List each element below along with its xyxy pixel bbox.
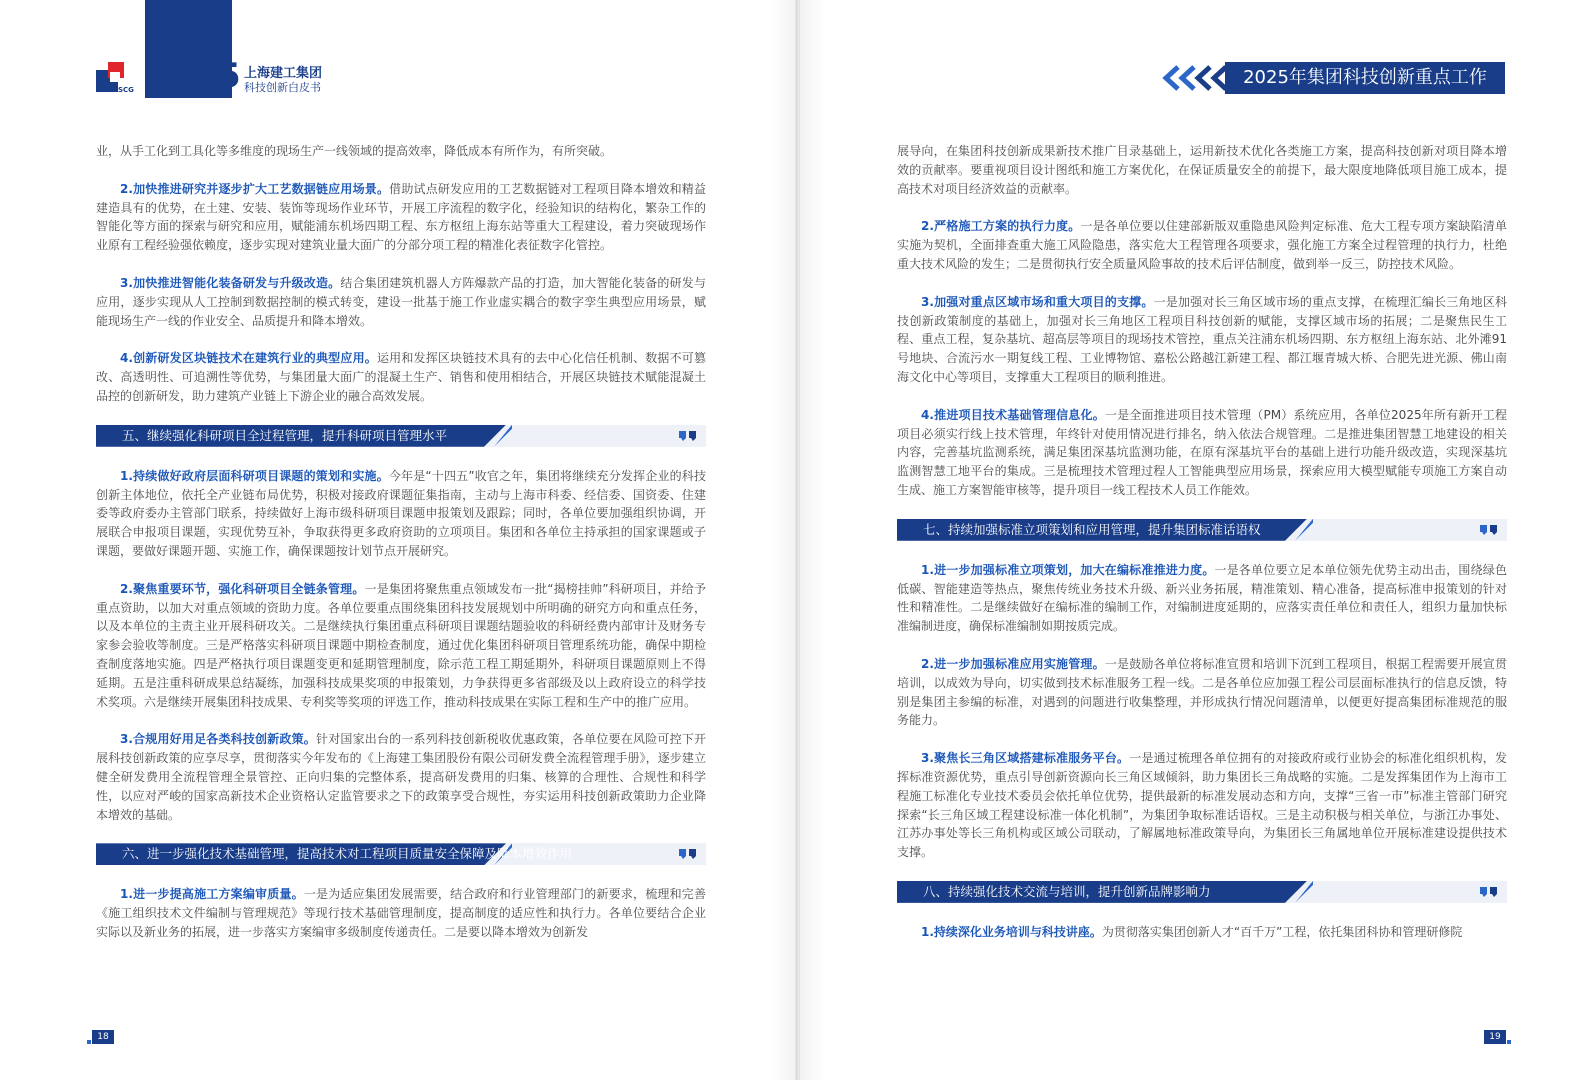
left-page-content — [96, 142, 706, 961]
paragraph — [897, 749, 1507, 862]
section-header-title: 2025年集团科技创新重点工作 — [1225, 62, 1505, 94]
paragraph — [897, 406, 1507, 500]
paragraph — [96, 885, 706, 941]
paragraph-heading: 2.进一步加强标准应用实施管理。 — [921, 656, 1105, 671]
paragraph-heading: 1.持续深化业务培训与科技讲座。 — [921, 924, 1102, 939]
paragraph-heading: 1.进一步提高施工方案编审质量。 — [120, 887, 304, 902]
page-number-right-mark — [1507, 1040, 1511, 1044]
paragraph — [96, 180, 706, 255]
paragraph-text: 一是集团将聚焦重点领域发布一批“揭榜挂帅”科研项目，并给予重点资助，以加大对重点领域的资助力度。各单位要重点围绕集团科技发展规划中所明确的研究方向和重点任务，以及本单位的主责主业开展科研攻关。二是继续执行集团重点科研项目课题结题验收的科研经费内部审计及财务专家参会验收等制度。三是严格落实科研项目课题中期检查制度，通过优化集团科研项目管理系统功能，确保中期检查制度落地实施。四是严格执行项目课题变更和延期管理制度，除示范工程工期延期外，科研项目课题原则上不得延期。五是注重科研成果总结凝练，加强科技成果奖项的申报策划，力争获得更多省部级及以上政府设立的科学技术奖项。六是继续开展集团科技成果、专利奖等奖项的评选工作，推动科技成果在实际工程和生产中的推广应用。 — [96, 581, 706, 709]
paragraph-text: 一是各单位要以住建部新版双重隐患风险判定标准、危大工程专项方案缺陷清单实施为契机，全面排查重大施工风险隐患，落实危大工程管理各项要求，强化施工方案全过程管理的执行力，杜绝重大技术风险的发生；二是贯彻执行安全质量风险事故的技术后评估制度，做到举一反三，防控技术风险。 — [897, 219, 1507, 271]
page-gutter-right — [796, 0, 826, 1080]
paragraph — [897, 923, 1507, 942]
logo-text: SCG — [118, 86, 134, 94]
brand-subtitle: 科技创新白皮书 — [244, 81, 321, 94]
paragraph-heading: 3.加强对重点区域市场和重大项目的支撑。 — [921, 294, 1154, 309]
book-spine — [795, 0, 797, 1080]
paragraph-text: 一是鼓励各单位将标准宣贯和培训下沉到工程项目，根据工程需要开展宣贯培训，以成效为导向，切实做到技术标准服务工程一线。二是各单位应加强工程公司层面标准执行的信息反馈，特别是集团主参编的标准，对遇到的问题进行收集整理，并形成执行情况问题清单，以便更好提高集团标准规范的服务能力。 — [897, 656, 1507, 728]
page-number-left-mark — [87, 1040, 91, 1044]
paragraph — [96, 580, 706, 712]
paragraph-text: 针对国家出台的一系列科技创新税收优惠政策，各单位要在风险可控下开展科技创新政策的应享尽享，贯彻落实今年发布的《上海建工集团股份有限公司研发费全流程管理手册》，逐步建立健全研发费用全流程管理全景管控、正向归集的完整体系，提高研发费用的归集、核算的合理性、合规性和科学性，以应对严峻的国家高新技术企业资格认定监管要求之下的政策享受合规性，夯实运用科技创新政策助力企业降本增效的基础。 — [96, 732, 706, 822]
paragraph-text: 一是全面推进项目技术管理（PM）系统应用，各单位2025年所有新开工程项目必须实行线上技术管理，年终针对使用情况进行排名，纳入依法合规管理。二是推进集团智慧工地建设的相关内容，完善基坑监测系统，满足集团深基坑监测功能，在原有深基坑平台的基础上进行功能升级改造，实现深基坑监测智慧工地平台的集成。三是梳理技术管理过程人工智能典型应用场景，探索应用大模型赋能专项施工方案自动生成、施工方案智能审核等，提升项目一线工程技术人员工作能效。 — [897, 407, 1507, 497]
paragraph — [96, 274, 706, 330]
paragraph — [897, 142, 1507, 198]
paragraph — [897, 655, 1507, 730]
paragraph-text: 借助试点研发应用的工艺数据链对工程项目降本增效和精益建造具有的优势，在土建、安装、装饰等现场作业环节，开展工序流程的数字化，经验知识的结构化，繁杂工作的智能化等方面的探索与研究和应用，赋能浦东机场四期工程、东方枢纽上海东站等重大工程建设，着力突破现场作业原有工程经验强依赖度，逐步实现对建筑业量大面广的分部分项工程的精准化表征数字化管控。 — [96, 181, 706, 253]
quote-icon — [678, 848, 698, 860]
paragraph-heading: 1.进一步加强标准立项策划，加大在编标准推进力度。 — [921, 562, 1215, 577]
paragraph — [96, 349, 706, 405]
brand-name: 上海建工集团 — [244, 66, 323, 81]
page-number-left: 18 — [92, 1030, 114, 1044]
paragraph-text: 一是为适应集团发展需要，结合政府和行业管理部门的新要求，梳理和完善《施工组织技术文件编制与管理规范》等现行技术基础管理制度，提高制度的适应性和执行力。各单位要结合企业实际以及新业务的拓展，进一步落实方案编审多级制度传递责任。二是要以降本增效为创新发 — [96, 887, 706, 939]
paragraph — [897, 217, 1507, 273]
section-banner — [96, 843, 706, 865]
paragraph-text: 一是各单位要立足本单位领先优势主动出击，围绕绿色低碳、智能建造等热点，聚焦传统业务技术升级、新兴业务拓展，精准策划、精心准备，提高标准申报策划的针对性和精准性。二是继续做好在编标准的编制工作，对编制进度延期的，应落实责任单位和责任人，组织力量加快标准编制进度，确保标准编制如期按质完成。 — [897, 562, 1507, 634]
paragraph-text: 运用和发挥区块链技术具有的去中心化信任机制、数据不可篡改、高透明性、可追溯性等优势，与集团量大面广的混凝土生产、销售和使用相结合，开展区块链技术赋能混凝土品控的创新研发，助力建筑产业链上下游企业的融合高效发展。 — [96, 351, 706, 403]
section-banner-title: 七、持续加强标准立项策划和应用管理，提升集团标准话语权 — [923, 521, 1261, 537]
paragraph-heading: 3.合规用好用足各类科技创新政策。 — [120, 732, 316, 747]
year-title: 2025 — [149, 56, 240, 96]
paragraph-text: 一是加强对长三角区域市场的重点支撑，在梳理汇编长三角地区科技创新政策制度的基础上，加强对长三角地区工程项目科技创新的赋能，支撑区域市场的拓展；二是聚焦民生工程、重点工程，复杂基坑、超高层等项目的现场技术管控，重点关注浦东机场四期、东方枢纽上海东站、北外滩91号地块、合流污水一期复线工程、工业博物馆、嘉松公路越江新建工程、都江堰青城大桥、合肥先进光源、佛山南海文化中心等项目，支撑重大工程项目的顺利推进。 — [897, 294, 1507, 384]
section-banner — [897, 881, 1507, 903]
paragraph-heading: 3.加快推进智能化装备研发与升级改造。 — [120, 275, 341, 290]
paragraph-text: 一是通过梳理各单位拥有的对接政府或行业协会的标准化组织机构，发挥标准资源优势，重点引导创新资源向长三角区域倾斜，助力集团长三角战略的实施。二是发挥集团作为上海市工程施工标准化专业技术委员会依托单位优势，提供最新的标准发展动态和方向，支撑“三省一市”标准主管部门研究探索“长三角区域工程建设标准一体化机制”，为集团争取标准话语权。三是主动积极与相关单位，与浙江办事处、江苏办事处等长三角机构或区域公司联动，了解属地标准政策导向，为集团长三角属地单位开展标准建设提供技术支撑。 — [897, 751, 1507, 860]
paragraph-heading: 2.严格施工方案的执行力度。 — [921, 219, 1081, 234]
paragraph-text: 展导向，在集团科技创新成果新技术推广目录基础上，运用新技术优化各类施工方案，提高科技创新对项目降本增效的贡献率。要重视项目设计图纸和施工方案优化，在保证质量安全的前提下，最大限度地降低项目施工成本，提高技术对项目经济效益的贡献率。 — [897, 144, 1507, 196]
paragraph — [897, 293, 1507, 387]
section-banner-title: 八、持续强化技术交流与培训，提升创新品牌影响力 — [923, 883, 1211, 899]
quote-icon — [1479, 524, 1499, 536]
paragraph — [96, 467, 706, 561]
paragraph-heading: 4.推进项目技术基础管理信息化。 — [921, 407, 1105, 422]
paragraph-text: 为贯彻落实集团创新人才“百千万”工程，依托集团科协和管理研修院 — [1101, 924, 1463, 939]
paragraph — [96, 730, 706, 824]
paragraph-heading: 4.创新研发区块链技术在建筑行业的典型应用。 — [120, 351, 377, 366]
paragraph — [96, 142, 706, 161]
paragraph — [897, 561, 1507, 636]
quote-icon — [678, 430, 698, 442]
paragraph-heading: 1.持续做好政府层面科研项目课题的策划和实施。 — [120, 468, 389, 483]
paragraph-heading: 2.加快推进研究并逐步扩大工艺数据链应用场景。 — [120, 181, 390, 196]
paragraph-heading: 2.聚焦重要环节，强化科研项目全链条管理。 — [120, 581, 365, 596]
quote-icon — [1479, 886, 1499, 898]
paragraph-text: 今年是“十四五”收官之年，集团将继续充分发挥企业的科技创新主体地位，依托全产业链布局优势，积极对接政府课题征集指南，主动与上海市科委、经信委、国资委、住建委等政府委办主管部门联系，持续做好上海市级科研项目课题申报策划及跟踪；同时，各单位要加强组织协调，开展联合申报项目课题，实现优势互补，争取获得更多政府资助的立项项目。集团和各单位主持承担的国家课题或子课题，要做好课题开题、实施工作，确保课题按计划节点开展研究。 — [96, 468, 706, 558]
section-banner-title: 五、继续强化科研项目全过程管理，提升科研项目管理水平 — [122, 427, 448, 443]
paragraph-heading: 3.聚焦长三角区域搭建标准服务平台。 — [921, 751, 1130, 766]
right-page-content — [897, 142, 1507, 961]
section-banner — [96, 425, 706, 447]
page-number-right: 19 — [1484, 1030, 1506, 1044]
paragraph-text: 结合集团建筑机器人方阵爆款产品的打造，加大智能化装备的研发与应用，逐步实现从人工控制到数据控制的模式转变，建设一批基于施工作业虚实耦合的数字孪生典型应用场景，赋能现场生产一线的作业安全、品质提升和降本增效。 — [96, 275, 706, 328]
section-banner-title: 六、进一步强化技术基础管理，提高技术对工程项目质量安全保障及降本增效作用 — [122, 846, 573, 862]
section-banner — [897, 519, 1507, 541]
paragraph-text: 业，从手工化到工具化等多维度的现场生产一线领域的提高效率，降低成本有所作为，有所突破。 — [96, 144, 613, 158]
